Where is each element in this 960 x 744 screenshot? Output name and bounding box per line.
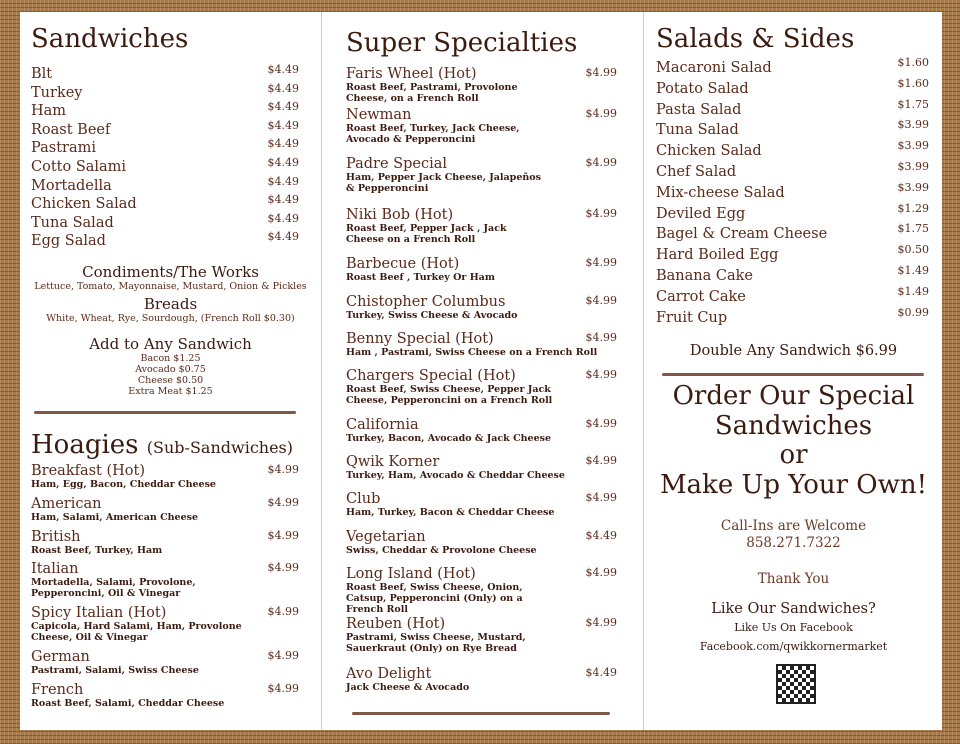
- salad-item: [656, 201, 929, 225]
- item-desc: Roast Beef, Salami, Cheddar Cheese: [31, 698, 225, 709]
- item-price: $4.49: [267, 193, 299, 207]
- like-title: Like Our Sandwiches?: [711, 601, 876, 617]
- item-price: $4.49: [267, 137, 299, 151]
- condiments-block: [20, 264, 321, 292]
- item-name: French: [31, 682, 84, 698]
- salad-item: [656, 159, 929, 183]
- item-price: $4.99: [585, 66, 617, 79]
- hoagies-subtitle: (Sub-Sandwiches): [146, 438, 293, 457]
- hoagie-item: [31, 682, 299, 712]
- item-price: $3.99: [897, 139, 929, 153]
- qr-code-icon: [776, 664, 816, 704]
- specialty-item: [346, 331, 617, 368]
- item-name: Chistopher Columbus: [346, 294, 506, 310]
- item-price: $4.99: [267, 682, 299, 695]
- item-name: Fruit Cup: [656, 309, 728, 326]
- specialty-item: [346, 666, 617, 696]
- salad-item: [656, 58, 929, 79]
- item-price: $1.60: [897, 56, 929, 69]
- salad-item: [656, 263, 929, 287]
- item-price: $4.99: [585, 417, 617, 430]
- item-name: Pasta Salad: [656, 101, 742, 118]
- item-price: $1.75: [897, 97, 929, 111]
- item-price: $4.49: [267, 63, 299, 76]
- sandwich-item: [31, 211, 299, 233]
- sandwich-item: [31, 65, 299, 84]
- item-price: $4.99: [267, 529, 299, 542]
- item-price: $4.49: [267, 174, 299, 188]
- item-price: $4.99: [585, 331, 617, 344]
- item-name: Chicken Salad: [656, 143, 762, 160]
- item-name: Macaroni Salad: [656, 60, 772, 76]
- column-center: [321, 12, 644, 730]
- item-desc: Roast Beef, Turkey, Ham: [31, 545, 163, 556]
- column-left: [20, 12, 321, 730]
- item-price: $4.99: [585, 491, 617, 504]
- item-price: $4.99: [585, 294, 617, 307]
- item-name: Reuben (Hot): [346, 616, 446, 632]
- specialty-item: [346, 417, 617, 454]
- item-desc: Mortadella, Salami, Provolone, Pepperoncini, Oil & Vinegar: [31, 577, 196, 599]
- addons-title: Add to Any Sandwich: [89, 335, 252, 353]
- item-name: Vegetarian: [346, 529, 426, 545]
- salad-item: [656, 245, 929, 266]
- salad-item: [656, 76, 929, 100]
- addon-item: Bacon $1.25: [140, 353, 201, 364]
- specialties-list: [346, 66, 617, 696]
- item-desc: Turkey, Ham, Avocado & Cheddar Cheese: [346, 470, 565, 481]
- item-desc: Roast Beef, Swiss Cheese, Onion, Catsup, Pepperoncini (Only) on a French Roll: [346, 582, 523, 615]
- sandwich-item: [31, 232, 299, 251]
- addon-item: Avocado $0.75: [135, 364, 206, 375]
- item-name: Padre Special: [346, 156, 447, 172]
- hoagie-item: [31, 605, 299, 649]
- menu-sheet: [20, 12, 942, 730]
- breads-title: Breads: [143, 295, 198, 313]
- sandwich-item: [31, 139, 299, 158]
- condiments-title: Condiments/The Works: [82, 263, 259, 281]
- salad-item: [656, 180, 929, 204]
- breads-block: [20, 296, 321, 324]
- column-right: [643, 12, 943, 730]
- item-name: Blt: [31, 66, 53, 82]
- item-name: Tuna Salad: [31, 214, 114, 231]
- item-desc: Pastrami, Swiss Cheese, Mustard, Sauerkraut (Only) on Rye Bread: [346, 632, 526, 654]
- item-desc: Ham, Salami, American Cheese: [31, 512, 199, 523]
- facebook-url: Facebook.com/qwikkornermarket: [699, 640, 888, 653]
- item-price: $4.49: [267, 155, 299, 169]
- item-name: Tuna Salad: [656, 122, 739, 139]
- sandwich-item: [31, 81, 299, 103]
- item-desc: Ham, Egg, Bacon, Cheddar Cheese: [31, 479, 216, 490]
- hoagies-title: [31, 430, 293, 460]
- item-price: $4.49: [267, 211, 299, 225]
- item-price: $4.49: [585, 529, 617, 542]
- item-price: $4.99: [267, 463, 299, 476]
- item-name: Banana Cake: [656, 267, 753, 284]
- addon-item: Extra Meat $1.25: [128, 386, 213, 397]
- item-name: Turkey: [31, 84, 83, 101]
- item-name: Avo Delight: [346, 666, 432, 682]
- item-name: Chicken Salad: [31, 196, 137, 213]
- item-price: $4.99: [585, 207, 617, 220]
- item-price: $3.99: [897, 118, 929, 132]
- item-name: German: [31, 649, 90, 665]
- item-name: Carrot Cake: [656, 288, 746, 305]
- item-name: California: [346, 417, 419, 433]
- item-price: $4.49: [585, 666, 617, 679]
- item-desc: Roast Beef, Pepper Jack , Jack Cheese on a French Roll: [346, 223, 507, 245]
- item-name: Deviled Egg: [656, 205, 746, 222]
- item-name: Benny Special (Hot): [346, 331, 494, 347]
- item-name: Newman: [346, 107, 412, 123]
- specialty-item: [346, 529, 617, 566]
- salad-item: [656, 284, 929, 308]
- addons-block: [20, 336, 321, 397]
- item-desc: Turkey, Bacon, Avocado & Jack Cheese: [346, 433, 552, 444]
- salad-item: [656, 97, 929, 121]
- item-price: $4.99: [585, 616, 617, 629]
- item-desc: Roast Beef , Turkey Or Ham: [346, 272, 495, 283]
- specialties-title: Super Specialties: [346, 28, 578, 58]
- phone-number: 858.271.7322: [746, 535, 841, 551]
- divider: [662, 373, 924, 376]
- item-price: $4.49: [267, 81, 299, 95]
- promo-line: Make Up Your Own!: [659, 469, 928, 500]
- like-block: [644, 600, 943, 656]
- sandwiches-list: [31, 65, 299, 251]
- item-name: Pastrami: [31, 140, 96, 157]
- item-name: Niki Bob (Hot): [346, 207, 454, 223]
- item-price: $4.99: [267, 496, 299, 509]
- item-name: Bagel & Cream Cheese: [656, 226, 828, 243]
- item-price: $4.99: [585, 566, 617, 579]
- item-name: Faris Wheel (Hot): [346, 66, 477, 82]
- specialty-item: [346, 256, 617, 294]
- double-any-sandwich: Double Any Sandwich $6.99: [689, 343, 898, 359]
- item-desc: Roast Beef, Pastrami, Provolone Cheese, on a French Roll: [346, 82, 518, 104]
- item-name: Breakfast (Hot): [31, 463, 146, 479]
- specialty-item: [346, 616, 617, 666]
- item-name: Hard Boiled Egg: [656, 247, 779, 264]
- hoagie-item: [31, 561, 299, 605]
- item-name: Long Island (Hot): [346, 566, 476, 582]
- item-desc: Turkey, Swiss Cheese & Avocado: [346, 310, 518, 321]
- item-name: American: [31, 496, 102, 512]
- salad-item: [656, 305, 929, 329]
- hoagie-item: [31, 496, 299, 529]
- item-price: $1.49: [897, 263, 929, 277]
- item-desc: Ham , Pastrami, Swiss Cheese on a French Roll: [346, 347, 598, 358]
- specialty-item: [346, 454, 617, 491]
- promo-line: Sandwiches: [714, 410, 873, 441]
- item-desc: Swiss, Cheddar & Provolone Cheese: [346, 545, 537, 556]
- item-desc: Roast Beef, Turkey, Jack Cheese, Avocado & Pepperoncini: [346, 123, 520, 145]
- item-name: Egg Salad: [31, 233, 106, 250]
- item-desc: Capicola, Hard Salami, Ham, Provolone Cheese, Oil & Vinegar: [31, 621, 242, 643]
- item-name: Qwik Korner: [346, 454, 440, 470]
- item-price: $4.99: [585, 454, 617, 467]
- item-desc: Roast Beef, Swiss Cheese, Pepper Jack Cheese, Pepperoncini on a French Roll: [346, 384, 553, 406]
- item-name: British: [31, 529, 81, 545]
- item-name: Mortadella: [31, 177, 112, 194]
- sandwich-item: [31, 195, 299, 214]
- salads-title: Salads & Sides: [656, 24, 855, 54]
- sandwich-item: [31, 102, 299, 121]
- item-name: Cotto Salami: [31, 158, 127, 175]
- salad-item: [656, 224, 929, 245]
- thank-you: Thank You: [757, 571, 830, 587]
- item-price: $1.60: [897, 76, 929, 90]
- item-name: Spicy Italian (Hot): [31, 605, 167, 621]
- hoagie-item: [31, 463, 299, 496]
- sandwich-item: [31, 174, 299, 196]
- item-price: $0.99: [897, 305, 929, 319]
- callins-text: Call-Ins are Welcome: [720, 518, 867, 534]
- item-price: $4.49: [267, 100, 299, 114]
- hoagie-item: [31, 529, 299, 561]
- sandwich-item: [31, 118, 299, 140]
- item-price: $4.99: [585, 156, 617, 169]
- condiments-text: Lettuce, Tomato, Mayonnaise, Mustard, Onion & Pickles: [34, 281, 307, 292]
- item-price: $4.99: [585, 107, 617, 120]
- item-desc: Ham, Turkey, Bacon & Cheddar Cheese: [346, 507, 555, 518]
- item-price: $1.49: [897, 284, 929, 298]
- item-price: $4.49: [267, 118, 299, 132]
- callins-block: [644, 518, 943, 552]
- item-name: Italian: [31, 561, 79, 577]
- item-price: $0.50: [897, 243, 929, 257]
- item-price: $4.99: [267, 649, 299, 662]
- specialty-item: [346, 294, 617, 331]
- item-desc: Pastrami, Salami, Swiss Cheese: [31, 665, 199, 676]
- specialty-item: [346, 491, 617, 529]
- item-name: Ham: [31, 103, 67, 120]
- specialty-item: [346, 566, 617, 616]
- item-price: $3.99: [897, 159, 929, 173]
- item-price: $4.49: [267, 230, 299, 244]
- item-price: $1.29: [897, 201, 929, 215]
- specialty-item: [346, 107, 617, 156]
- item-price: $4.99: [585, 256, 617, 269]
- divider: [34, 411, 296, 414]
- item-name: Mix-cheese Salad: [656, 184, 785, 201]
- salads-list: [656, 58, 929, 328]
- item-price: $3.99: [897, 180, 929, 194]
- hoagies-list: [31, 463, 299, 712]
- item-desc: Ham, Pepper Jack Cheese, Jalapeños & Pepperoncini: [346, 172, 541, 194]
- promo-line: or: [779, 440, 808, 470]
- promo-headline: [644, 382, 943, 500]
- item-name: Barbecue (Hot): [346, 256, 460, 272]
- specialty-item: [346, 156, 617, 207]
- specialty-item: [346, 207, 617, 256]
- item-name: Roast Beef: [31, 121, 111, 138]
- salad-item: [656, 141, 929, 162]
- hoagie-item: [31, 649, 299, 682]
- item-price: $4.99: [267, 605, 299, 618]
- item-price: $4.99: [267, 561, 299, 574]
- item-price: $4.99: [585, 368, 617, 381]
- item-name: Chef Salad: [656, 163, 737, 180]
- sandwiches-title: Sandwiches: [31, 24, 189, 54]
- breads-text: White, Wheat, Rye, Sourdough, (French Roll $0.30): [46, 313, 295, 324]
- specialty-item: [346, 368, 617, 417]
- hoagies-title-text: Hoagies: [31, 430, 139, 460]
- sandwich-item: [31, 155, 299, 177]
- divider: [352, 712, 610, 715]
- item-name: Club: [346, 491, 381, 507]
- salad-item: [656, 120, 929, 141]
- item-name: Chargers Special (Hot): [346, 368, 516, 384]
- like-facebook-text: Like Us On Facebook: [734, 621, 853, 634]
- item-price: $1.75: [897, 222, 929, 236]
- item-name: Potato Salad: [656, 80, 749, 97]
- specialty-item: [346, 66, 617, 107]
- promo-line: Order Our Special: [672, 381, 915, 411]
- item-desc: Jack Cheese & Avocado: [346, 682, 470, 693]
- addon-item: Cheese $0.50: [137, 375, 204, 386]
